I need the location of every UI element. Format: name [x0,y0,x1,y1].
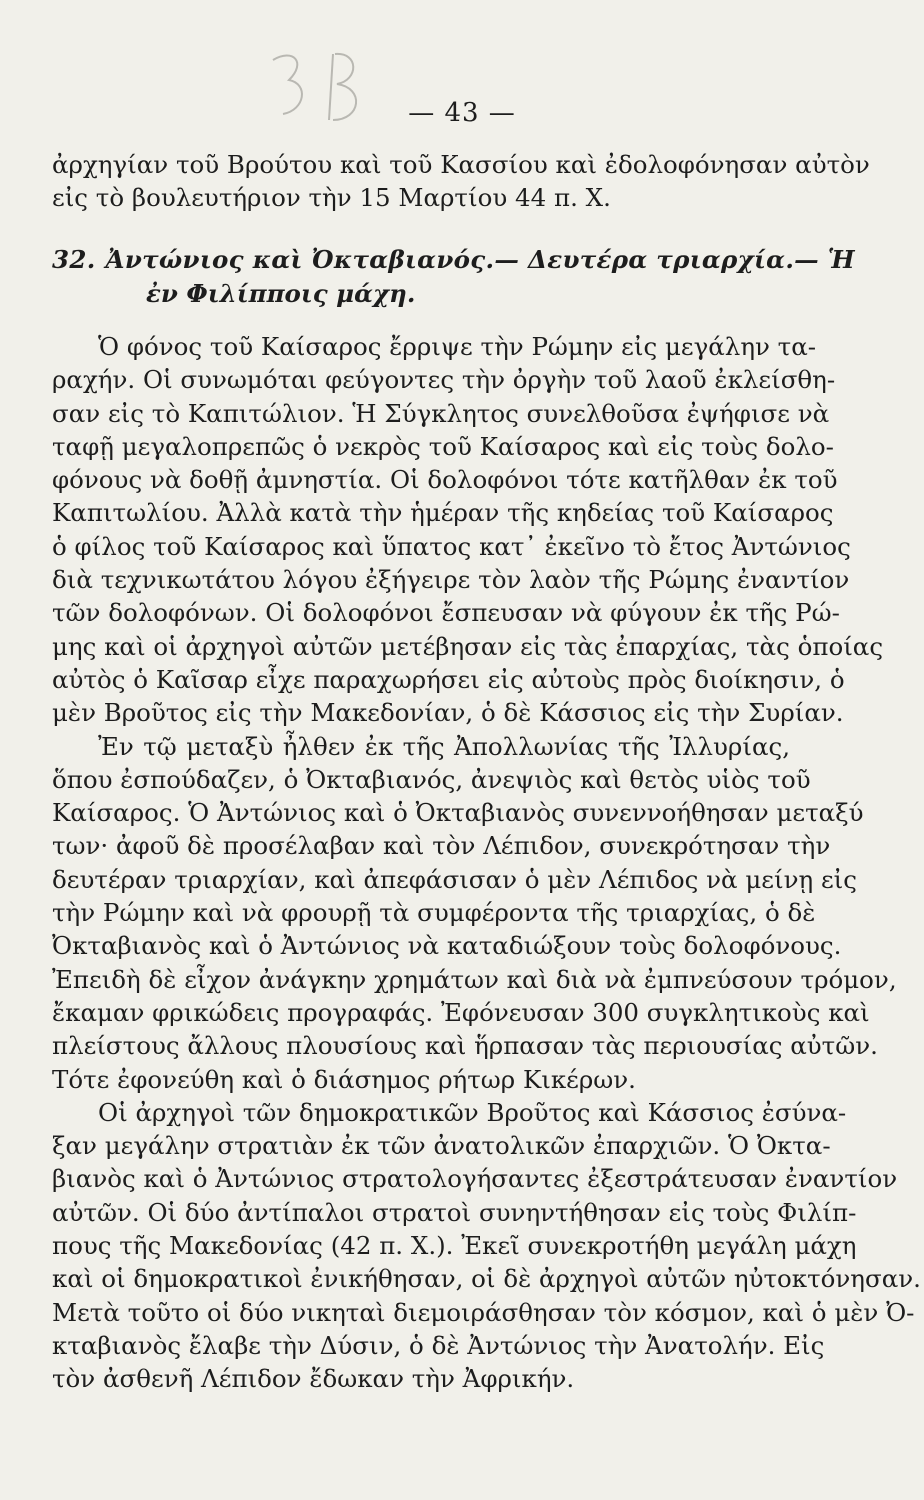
text-line: αὐτῶν. Οἱ δύο ἀντίπαλοι στρατοὶ συνηντήθησαν εἰς τοὺς Φιλίπ- [52,1197,857,1227]
text-line: ταφῇ μεγαλοπρεπῶς ὁ νεκρὸς τοῦ Καίσαρος καὶ εἰς τοὺς δολο- [52,431,834,461]
text-line: Καπιτωλίου. Ἀλλὰ κατὰ τὴν ἡμέραν τῆς κηδείας τοῦ Καίσαρος [52,498,834,528]
text-line: ραχήν. Οἱ συνωμόται φεύγοντες τὴν ὀργὴν τοῦ λαοῦ ἐκλείσθη- [52,365,836,395]
text-line: σαν εἰς τὸ Καπιτώλιον. Ἡ Σύγκλητος συνελθοῦσα ἐψήφισε νὰ [52,398,830,428]
text-line: αὐτὸς ὁ Καῖσαρ εἶχε παραχωρήσει εἰς αὐτοὺς πρὸς διοίκησιν, ὁ [52,664,845,694]
text-line: ξαν μεγάλην στρατιὰν ἐκ τῶν ἀνατολικῶν ἐπαρχιῶν. Ὁ Ὀκτα- [52,1131,831,1161]
text-line: τὴν Ρώμην καὶ νὰ φρουρῇ τὰ συμφέροντα τῆς τριαρχίας, ὁ δὲ [52,898,816,928]
text-line: ἔκαμαν φρικώδεις προγραφάς. Ἐφόνευσαν 300 συγκλητικοὺς καὶ [52,997,870,1027]
text-line: Ὀκταβιανὸς καὶ ὁ Ἀντώνιος νὰ καταδιώξουν τοὺς δολοφόνους. [52,931,842,961]
text-line: Ἐπειδὴ δὲ εἶχον ἀνάγκην χρημάτων καὶ διὰ νὰ ἐμπνεύσουν τρόμον, [52,964,897,994]
section-title: Ἀντώνιος καὶ Ὀκταβιανός.— Δευτέρα τριαρχία.— Ἡ [105,245,855,274]
text-line: Ὁ φόνος τοῦ Καίσαρος ἔρριψε τὴν Ρώμην εἰς μεγάλην τα- [98,332,817,361]
text-line: εἰς τὸ βουλευτήριον τὴν 15 Μαρτίου 44 π. Χ. [52,183,611,213]
text-line: Ἐν τῷ μεταξὺ ἦλθεν ἐκ τῆς Ἀπολλωνίας τῆς Ἰλλυρίας, [98,731,790,761]
section-title-line-1 [52,243,855,277]
text-line: Μετὰ τοῦτο οἱ δύο νικηταὶ διεμοιράσθησαν τὸν κόσμον, καὶ ὁ μὲν Ὀ- [52,1297,915,1327]
text-line: κταβιανὸς ἔλαβε τὴν Δύσιν, ὁ δὲ Ἀντώνιος τὴν Ἀνατολήν. Εἰς [52,1330,825,1360]
text-line: καὶ οἱ δημοκρατικοὶ ἐνικήθησαν, οἱ δὲ ἀρχηγοὶ αὐτῶν ηὐτοκτόνησαν. [52,1264,921,1294]
intro-paragraph [52,148,870,215]
text-line: διὰ τεχνικωτάτου λόγου ἐξήγειρε τὸν λαὸν τῆς Ρώμης ἐναντίον [52,565,850,595]
text-line: τὸν ἀσθενῆ Λέπιδον ἔδωκαν τὴν Ἀφρικήν. [52,1364,575,1394]
text-line: Καίσαρος. Ὁ Ἀντώνιος καὶ ὁ Ὀκταβιανὸς συνεννοήθησαν μεταξύ [52,798,864,828]
text-line: φόνους νὰ δοθῇ ἀμνηστία. Οἱ δολοφόνοι τότε κατῆλθαν ἐκ τοῦ [52,465,838,495]
section-number: 32. [52,245,96,274]
text-line: πλείστους ἄλλους πλουσίους καὶ ἥρπασαν τὰς περιουσίας αὐτῶν. [52,1031,878,1061]
text-line: ὅπου ἐσπούδαζεν, ὁ Ὀκταβιανός, ἀνεψιὸς καὶ θετὸς υἱὸς τοῦ [52,764,811,794]
section-heading [52,243,855,311]
text-line: μὲν Βροῦτος εἰς τὴν Μακεδονίαν, ὁ δὲ Κάσσιος εἰς τὴν Συρίαν. [52,698,844,728]
text-line: ἀρχηγίαν τοῦ Βρούτου καὶ τοῦ Κασσίου καὶ ἐδολοφόνησαν αὐτὸν [52,150,870,179]
text-line: ὁ φίλος τοῦ Καίσαρος καὶ ὕπατος κατ᾽ ἐκεῖνο τὸ ἔτος Ἀντώνιος [52,531,851,561]
text-line: των· ἀφοῦ δὲ προσέλαβαν καὶ τὸν Λέπιδον, συνεκρότησαν τὴν [52,831,831,861]
text-line: μης καὶ οἱ ἀρχηγοὶ αὐτῶν μετέβησαν εἰς τὰς ἐπαρχίας, τὰς ὁποίας [52,631,884,661]
text-line: πους τῆς Μακεδονίας (42 π. Χ.). Ἐκεῖ συνεκροτήθη μεγάλη μάχη [52,1231,857,1261]
page-number: — 43 — [408,98,516,128]
text-line: τῶν δολοφόνων. Οἱ δολοφόνοι ἔσπευσαν νὰ φύγουν ἐκ τῆς Ρώ- [52,598,840,628]
text-line: βιανὸς καὶ ὁ Ἀντώνιος στρατολογήσαντες ἐξεστράτευσαν ἐναντίον [52,1164,898,1194]
pencil-annotation-mark [255,40,395,150]
text-line: Οἱ ἀρχηγοὶ τῶν δημοκρατικῶν Βροῦτος καὶ Κάσσιος ἐσύνα- [98,1097,847,1127]
section-body [52,330,921,1396]
text-line: δευτέραν τριαρχίαν, καὶ ἀπεφάσισαν ὁ μὲν Λέπιδος νὰ μείνῃ εἰς [52,864,857,894]
text-line: Τότε ἐφονεύθη καὶ ὁ διάσημος ρήτωρ Κικέρων. [52,1064,636,1094]
section-title-line-2: ἐν Φιλίπποις μάχη. [146,279,416,308]
